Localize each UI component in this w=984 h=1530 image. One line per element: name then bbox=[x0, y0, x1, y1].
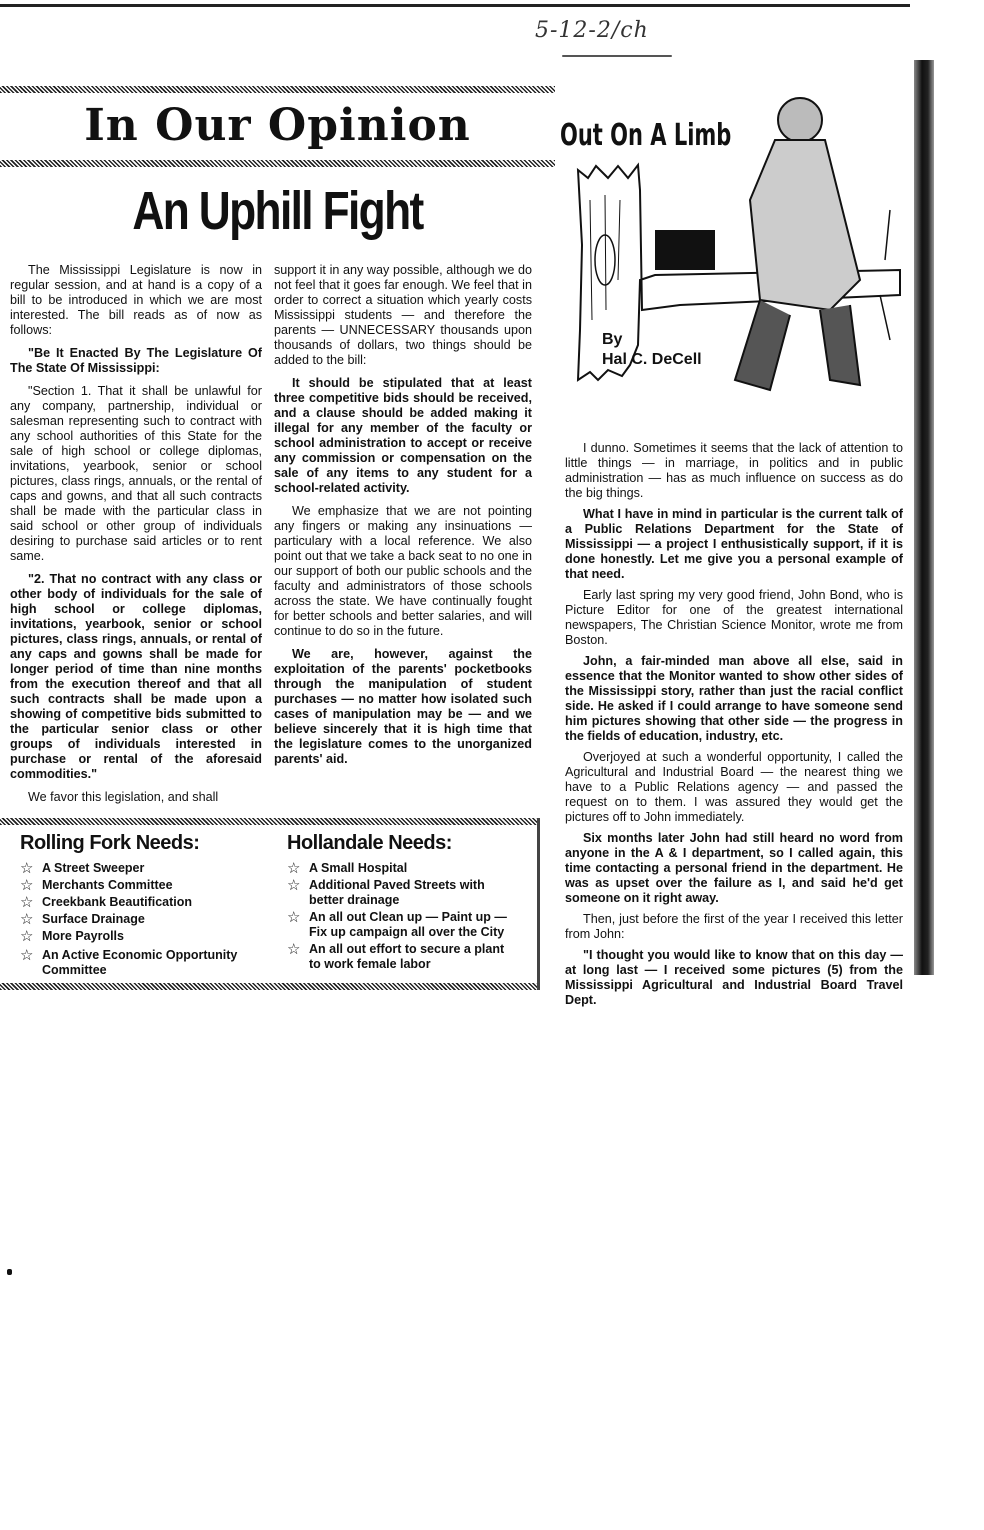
paragraph: "2. That no contract with any class or other body of individuals for the sale of high school or college diplomas, invitations, yearbook, senior or school pictures, class rings, annuals, or rental of any caps and gowns shall be made for longer period of time than nine months from the execution thereof and that all such contracts shall be made upon a showing of competitive bids submitted to the particular senior class or other groups of individuals interested in purchase or rental of the aforesaid commodities." bbox=[10, 572, 262, 781]
star-icon: ☆ bbox=[20, 877, 34, 894]
hollandale-needs bbox=[287, 832, 512, 974]
star-icon: ☆ bbox=[287, 877, 301, 894]
list-item: ☆ An all out Clean up — Paint up — Fix up campaign all over the City bbox=[287, 909, 507, 939]
column-title: Out On A Limb bbox=[560, 118, 732, 153]
section-title: In Our Opinion bbox=[84, 100, 471, 151]
byline bbox=[602, 330, 702, 370]
list-item: ☆ A Small Hospital bbox=[287, 860, 408, 877]
paragraph: It should be stipulated that at least three competitive bids should be received, and a clause should be added making it illegal for any member of the faculty or school administration to accept or receive any commission or compensation on the sale of any items to any student for a school-related activity. bbox=[274, 376, 532, 495]
star-icon: ☆ bbox=[287, 909, 301, 926]
star-icon: ☆ bbox=[20, 947, 34, 964]
paragraph: We are, however, against the exploitation of the parents' pocketbooks through the manipulation of student purchases — no matter how isolated such cases of manipulation may be — and we believe sincerely that it is high time that the legislature comes to the unorganized parents' aid. bbox=[274, 647, 532, 766]
list-item: ☆ Additional Paved Streets with better drainage bbox=[287, 877, 485, 907]
hatch-rule bbox=[0, 818, 537, 825]
needs-title: Rolling Fork Needs: bbox=[20, 832, 200, 854]
star-icon: ☆ bbox=[20, 928, 34, 945]
paragraph: Then, just before the first of the year I received this letter from John: bbox=[565, 912, 903, 941]
star-icon: ☆ bbox=[20, 860, 34, 877]
list-item: ☆ A Street Sweeper bbox=[20, 860, 145, 877]
paragraph: "I thought you would like to know that on this day — at long last — I received some pictures (5) from the Mississippi Agricultural and Industrial Board Travel Dept. bbox=[565, 948, 903, 1007]
paragraph: We emphasize that we are not pointing any fingers or making any insinuations — particulary with a local reference. We also point out that we take a back seat to no one in our support of both our public schools and the faculty and administrators of those schools across the state. We have continually fought for better schools and better salaries, and will continue to do so in the future. bbox=[274, 504, 532, 638]
star-icon: ☆ bbox=[287, 941, 301, 958]
paragraph: Overjoyed at such a wonderful opportunity, I called the Agricultural and Industrial Board — the nearest thing we have to a Public Relations agency — and passed the request on to them. I was assured they would get the pictures off to John immediately. bbox=[565, 750, 903, 824]
author-name: Hal C. DeCell bbox=[602, 351, 702, 368]
hatch-rule-bottom bbox=[0, 160, 555, 167]
editorial-column-1 bbox=[10, 263, 262, 813]
paragraph: What I have in mind in particular is the current talk of a Public Relations Department for the State of Mississippi — a project I enthusistically support, if it is done honestly. Let me give you a personal example of that need. bbox=[565, 507, 903, 581]
list-item: ☆ An all out effort to secure a plant to work female labor bbox=[287, 941, 505, 971]
star-icon: ☆ bbox=[20, 894, 34, 911]
list-item: ☆ An Active Economic Opportunity Committee bbox=[20, 947, 238, 977]
hatch-rule bbox=[0, 983, 537, 990]
editorial-column-2 bbox=[274, 263, 532, 775]
paragraph: The Mississippi Legislature is now in regular session, and at hand is a copy of a bill to be introduced in which we are most interested. The bill reads as of now as follows: bbox=[10, 263, 262, 337]
byline-label: By bbox=[602, 331, 623, 348]
paragraph: "Section 1. That it shall be unlawful for any company, partnership, individual or salesman representing such to contract with any school authorities of this State for the sale of high school or college diplomas, invitations, yearbook, senior or school pictures, class rings, annuals, or the rental of caps and gowns, and that all such contracts shall be made with the particular class in said school or other group of individuals desiring to purchase said articles or to rent same. bbox=[10, 384, 262, 563]
star-icon: ☆ bbox=[287, 860, 301, 877]
editorial-headline: An Uphill Fight bbox=[132, 181, 423, 241]
paragraph: I dunno. Sometimes it seems that the lack of attention to little things — in marriage, in politics and in public administration — has as much influence on success as do the big things. bbox=[565, 441, 903, 500]
list-item: ☆ Creekbank Beautification bbox=[20, 894, 193, 911]
rolling-fork-needs bbox=[20, 832, 265, 980]
needs-box bbox=[0, 818, 540, 990]
paragraph: "Be It Enacted By The Legislature Of The State Of Mississippi: bbox=[10, 346, 262, 375]
list-item: ☆ Surface Drainage bbox=[20, 911, 145, 928]
paragraph: Six months later John had still heard no word from anyone in the A & I department, so I called again, this time contacting a personal friend in the department. He was as upset over the failure as I, and said he'd get someone on it right away. bbox=[565, 831, 903, 905]
top-rule bbox=[0, 4, 910, 7]
column-body bbox=[565, 441, 903, 1014]
star-icon: ☆ bbox=[20, 911, 34, 928]
paragraph: Early last spring my very good friend, John Bond, who is Picture Editor for one of the greatest international newspapers, The Christian Science Monitor, wrote me from Boston. bbox=[565, 588, 903, 647]
handwritten-underline bbox=[562, 55, 672, 57]
scan-speck bbox=[7, 1269, 12, 1275]
handwritten-annotation: 5-12-2/ch bbox=[535, 18, 649, 43]
list-item: ☆ More Payrolls bbox=[20, 928, 124, 945]
paragraph: We favor this legislation, and shall bbox=[28, 790, 219, 804]
hatch-rule-top bbox=[0, 86, 555, 93]
paragraph: John, a fair-minded man above all else, said in essence that the Monitor wanted to show other sides of the Mississippi story, rather than just the racial conflict side. He asked if I could arrange to have someone send him pictures showing that other side — the progress in the fields of education, industry, etc. bbox=[565, 654, 903, 743]
scan-edge-artifact bbox=[914, 60, 934, 975]
needs-title: Hollandale Needs: bbox=[287, 832, 452, 854]
paragraph: support it in any way possible, although we do not feel that it goes far enough. We feel that in order to correct a situation which yearly costs Mississippi students — and therefore the parents — UNNECESSARY thousands upon thousands of dollars, two things should be added to the bill: bbox=[274, 263, 532, 367]
list-item: ☆ Merchants Committee bbox=[20, 877, 173, 894]
